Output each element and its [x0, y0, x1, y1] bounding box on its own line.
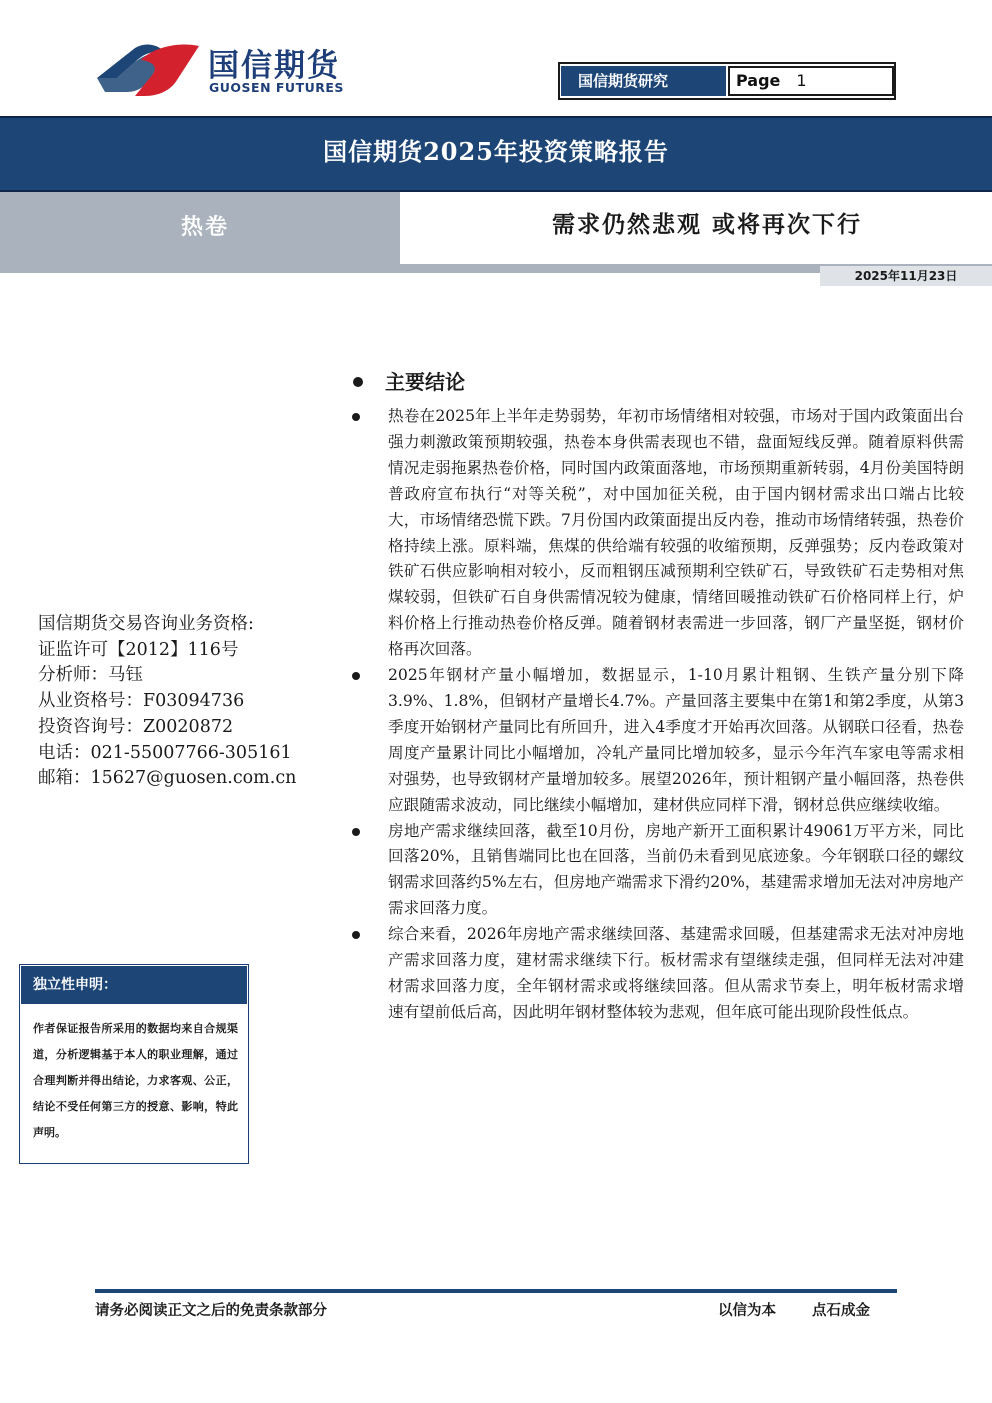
conclusion-item: [352, 663, 964, 818]
practice-number: 从业资格号：F03094736: [38, 691, 245, 712]
license-line: 证监许可【2012】116号: [38, 639, 239, 660]
bullet-dot-icon: [353, 377, 363, 387]
phone-line: 电话：021-55007766-305161: [38, 742, 292, 763]
qualification-line: 国信期货交易咨询业务资格:: [38, 614, 254, 634]
consult-number: 投资咨询号：Z0020872: [38, 716, 234, 737]
report-subtitle: 需求仍然悲观 或将再次下行: [551, 211, 862, 238]
page-indicator: [728, 66, 894, 96]
main-heading-text: 主要结论: [385, 370, 465, 394]
bullet-dot-icon: [352, 672, 360, 680]
conclusion-text: 热卷在2025年上半年走势弱势，年初市场情绪相对较强，市场对于国内政策面出台强力刺激政策预期较强，热卷本身供需表现也不错，盘面短线反弹。随着原料供需情况走弱拖累热卷价格，同时国内政策面落地，市场预期重新转弱，4月份美国特朗普政府宣布执行“对等关税”，对中国加征关税，由于国内钢材需求出口端占比较大，市场情绪恐慌下跌。7月份国内政策面提出反内卷，推动市场情绪转强，热卷价格持续上涨。原料端，焦煤的供给端有较强的收缩预期，反弹强势；反内卷政策对铁矿石供应影响相对较小，反而粗钢压减预期利空铁矿石，导致铁矿石走势相对焦煤较弱，但铁矿石自身供需情况较为健康，情绪回暖推动铁矿石价格同样上行，炉料价格上行推动热卷价格反弹。随着钢材表需进一步回落，钢厂产量坚挺，钢材价格再次回落。: [388, 407, 964, 659]
analyst-info: [38, 612, 296, 792]
conclusion-text: 综合来看，2026年房地产需求继续回落、基建需求回暖，但基建需求无法对冲房地产需求回落力度，建材需求继续下行。板材需求有望继续走强，但同样无法对冲建材需求回落力度，全年钢材需求或将继续回落。但从需求节奏上，明年板材需求增速有望前低后高，因此明年钢材整体较为悲观，但年底可能出现阶段性低点。: [388, 925, 964, 1021]
motto-1: 以信为本: [718, 1303, 776, 1319]
bullet-dot-icon: [352, 931, 360, 939]
page-label: Page: [736, 71, 781, 90]
report-date: 2025年11月23日: [820, 266, 992, 286]
bullet-dot-icon: [352, 828, 360, 836]
analyst-name: 分析师：马钰: [38, 665, 143, 686]
logo-english-text: GUOSEN FUTURES: [209, 80, 344, 95]
independence-body: 作者保证报告所采用的数据均来自合规渠道，分析逻辑基于本人的职业理解，通过合理判断并得出结论，力求客观、公正，结论不受任何第三方的授意、影响，特此声明。: [33, 1022, 238, 1139]
conclusion-item: [352, 404, 964, 663]
report-title: 国信期货2025年投资策略报告: [323, 137, 669, 166]
independence-title: 独立性申明：: [21, 966, 247, 1004]
logo-chinese-text: 国信期货: [208, 48, 340, 84]
email-line: 邮箱：15627@guosen.com.cn: [38, 768, 297, 789]
page-number: 1: [796, 71, 807, 90]
footer-divider: [95, 1289, 897, 1293]
motto-2: 点石成金: [812, 1303, 870, 1319]
bullet-dot-icon: [352, 413, 360, 421]
conclusion-item: [352, 819, 964, 923]
conclusion-text: 房地产需求继续回落，截至10月份，房地产新开工面积累计49061万平方米，同比回落20%，且销售端同比也在回落，当前仍未看到见底迹象。今年钢联口径的螺纹钢需求回落约5%左右，但房地产端需求下滑约20%，基建需求增加无法对冲房地产需求回落力度。: [388, 821, 964, 918]
footer-motto: [718, 1299, 870, 1320]
guosen-logo-icon: [95, 40, 200, 100]
main-conclusions-heading: [353, 366, 465, 395]
footer-disclaimer: 请务必阅读正文之后的免责条款部分: [95, 1303, 327, 1319]
research-label: 国信期货研究: [561, 66, 726, 96]
conclusion-list: [352, 404, 964, 1026]
conclusion-item: [352, 922, 964, 1026]
category-label: 热卷: [180, 214, 229, 240]
conclusion-text: 2025年钢材产量小幅增加，数据显示，1-10月累计粗钢、生铁产量分别下降3.9%、1.8%，但钢材产量增长4.7%。产量回落主要集中在第1和第2季度，从第3季度开始钢材产量同比有所回升，进入4季度才开始再次回落。从钢联口径看，热卷周度产量累计同比小幅增加，冷轧产量同比增加较多，显示今年汽车家电等需求相对强势，也导致钢材产量增加较多。展望2026年，预计粗钢产量小幅回落，热卷供应跟随需求波动，同比继续小幅增加，建材供应同样下滑，钢材总供应继续收缩。: [388, 666, 964, 814]
